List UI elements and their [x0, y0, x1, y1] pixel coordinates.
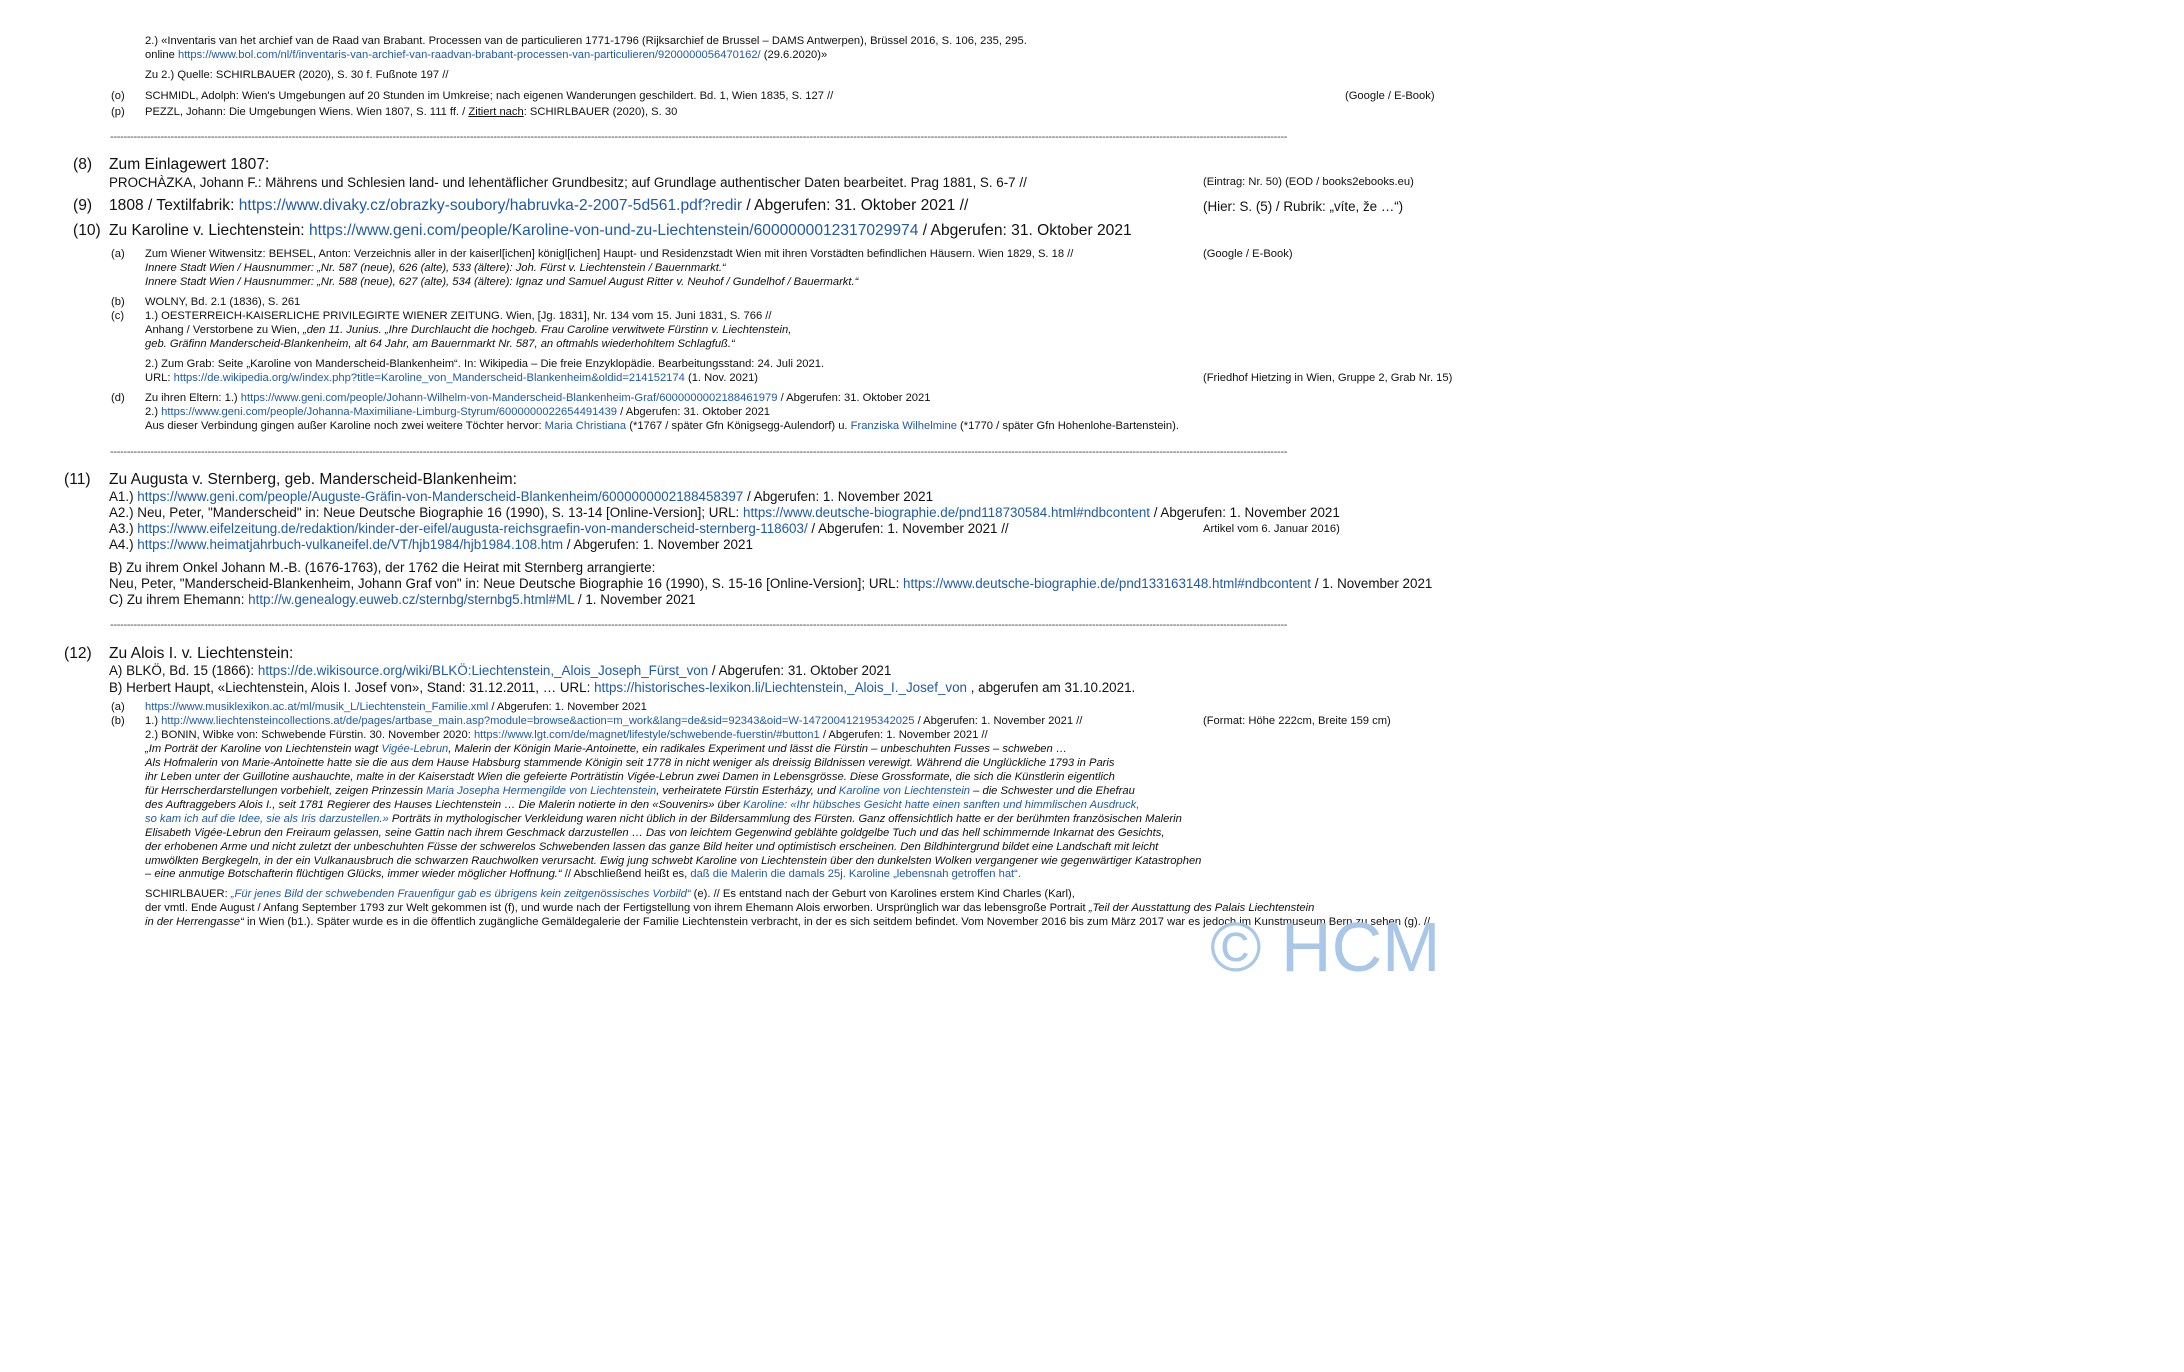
section-9-number: (9)	[73, 197, 93, 214]
s10-a-note: (Google / E-Book)	[1203, 248, 1293, 260]
quote-text: Porträts in mythologischer Verkleidung waren nicht üblich in der Bildersammlung des Fürsten. Ganz offensichtlich hatte er der berühmten französischen Malerin	[388, 813, 1182, 825]
franziska-wilhelmine-link[interactable]: Franziska Wilhelmine	[850, 420, 957, 432]
divaky-link[interactable]: https://www.divaky.cz/obrazky-soubory/habruvka-2-2007-5d561.pdf?redir	[238, 197, 743, 214]
item-1-label: 1.)	[145, 715, 162, 727]
quote-line-3: ihr Leben unter der Guillotine aushauchte, malte in der Kaiserstadt Wien die gefeierte Porträtistin Vigée-Lebrun zwei Damen in Lebensgrösse. Diese Grossformate, die sich die Künstlerin eigentlich	[145, 771, 1115, 783]
quote-text: , verheiratete Fürstin Esterházy, und	[656, 785, 839, 797]
separator: --------------------------------------------------------------------------------------------------------------------------------------------------------------------------------------------------------------------------------------------------------------------------------------------------------------------------------------------------------------	[110, 619, 1288, 631]
s10-b-mark: (b)	[111, 296, 125, 308]
a1-label: A1.)	[109, 489, 138, 504]
quote-line-1	[145, 744, 1067, 755]
s10-a-mark: (a)	[111, 248, 125, 260]
s10-c-line1: 1.) OESTERREICH-KAISERLICHE PRIVILEGIRTE WIENER ZEITUNG. Wien, [Jg. 1831], Nr. 134 vom 15. Juni 1831, S. 766 //	[145, 310, 772, 322]
lebensnah-link[interactable]: daß die Malerin die damals 25j. Karoline „lebensnah getroffen hat“.	[690, 868, 1022, 880]
section-8-text: PROCHÀZKA, Johann F.: Mährens und Schlesien land- und lehentäflicher Grundbesitz; auf Grundlage authentischer Daten bearbeitet. Prag 1881, S. 6-7 //	[109, 175, 1027, 190]
musiklexikon-link[interactable]: https://www.musiklexikon.ac.at/ml/musik_L/Liechtenstein_Familie.xml	[145, 701, 489, 713]
eifelzeitung-link[interactable]: https://www.eifelzeitung.de/redaktion/kinder-der-eifel/augusta-reichsgraefin-von-manderscheid-sternberg-118603/	[137, 521, 808, 536]
schirlbauer-ref: : SCHIRLBAUER (2020), S. 30	[523, 106, 678, 118]
s11-b2	[109, 577, 1432, 590]
s11-a4	[109, 538, 753, 551]
s12-b-note: (Format: Höhe 222cm, Breite 159 cm)	[1203, 715, 1391, 727]
source-2-online-line	[145, 50, 827, 61]
quote-line-10	[145, 869, 1021, 880]
url-label: URL:	[145, 372, 174, 384]
schirlbauer-label: SCHIRLBAUER:	[145, 888, 231, 900]
vorbild-quote-link[interactable]: „Für jenes Bild der schwebenden Frauenfigur gab es übrigens kein zeitgenössisches Vorbild“	[230, 888, 691, 900]
access-date: / Abgerufen: 1. November 2021	[488, 701, 647, 713]
s10-d-mark: (d)	[111, 392, 125, 404]
section-10-label: Zu Karoline v. Liechtenstein:	[109, 222, 309, 239]
separator: --------------------------------------------------------------------------------------------------------------------------------------------------------------------------------------------------------------------------------------------------------------------------------------------------------------------------------------------------------------	[110, 446, 1288, 458]
access-date: / Abgerufen: 1. November 2021	[743, 489, 934, 504]
s10-c-note: (Friedhof Hietzing in Wien, Gruppe 2, Grab Nr. 15)	[1203, 372, 1453, 384]
access-date: / Abgerufen: 31. Oktober 2021	[708, 663, 892, 678]
maria-josepha-link[interactable]: Maria Josepha Hermengilde von Liechtenstein	[426, 785, 657, 797]
s10-c-line5	[145, 373, 758, 384]
section-8-note: (Eintrag: Nr. 50) (EOD / books2ebooks.eu)	[1203, 176, 1414, 188]
section-11-number: (11)	[64, 471, 91, 488]
anhang-label: Anhang / Verstorbene zu Wien,	[145, 324, 303, 336]
access-date: / Abgerufen: 1. November 2021	[563, 537, 753, 552]
copyright-watermark: © HCM	[1210, 908, 1441, 986]
quote-text: , Malerin der Königin Marie-Antoinette, ein radikales Experiment und lässt die Fürstin – unbeschuhten Fusses – schweben …	[448, 743, 1068, 755]
s10-c-line4: 2.) Zum Grab: Seite „Karoline von Manderscheid-Blankenheim“. In: Wikipedia – Die freie Enzyklopädie. Bearbeitungsstand: 24. Juli 2021.	[145, 358, 825, 370]
s12-b-mark: (b)	[111, 715, 125, 727]
ndb-manderscheid-link[interactable]: https://www.deutsche-biographie.de/pnd118730584.html#ndbcontent	[743, 505, 1150, 520]
wikisource-link[interactable]: https://de.wikisource.org/wiki/BLKÖ:Liechtenstein,_Alois_Joseph_Fürst_von	[257, 663, 709, 678]
separator: --------------------------------------------------------------------------------------------------------------------------------------------------------------------------------------------------------------------------------------------------------------------------------------------------------------------------------------------------------------	[110, 131, 1288, 143]
geni-johann-link[interactable]: https://www.geni.com/people/Johann-Wilhelm-von-Manderscheid-Blankenheim-Graf/6000000002188461979	[240, 392, 778, 404]
ndb-johann-link[interactable]: https://www.deutsche-biographie.de/pnd133163148.html#ndbcontent	[903, 576, 1312, 591]
access-date: / Abgerufen: 1. November 2021 //	[914, 715, 1083, 727]
s11-a3-note: Artikel vom 6. Januar 2016)	[1203, 523, 1340, 535]
herrengasse-quote: in der Herrengasse“	[145, 916, 244, 928]
section-9-label: 1808 / Textilfabrik:	[109, 197, 239, 214]
source-2-quelle: Zu 2.) Quelle: SCHIRLBAUER (2020), S. 30 f. Fußnote 197 //	[145, 69, 449, 81]
access-date: / Abgerufen: 1. November 2021 //	[819, 729, 988, 741]
toechter-text: Aus dieser Verbindung gingen außer Karoline noch zwei weitere Töchter hervor:	[145, 420, 545, 432]
quote-text: „Im Porträt der Karoline von Liechtenstein wagt	[145, 743, 382, 755]
s11-c1	[109, 593, 696, 606]
quote-line-2: Als Hofmalerin von Marie-Antoinette hatte sie die aus dem Hause Habsburg stammende Königin seit 1778 in nicht weniger als dreissig Bildnissen verewigt. Während die Unglückliche 1793 in Paris	[145, 757, 1115, 769]
section-8-title: Zum Einlagewert 1807:	[109, 156, 270, 173]
eltern-label: Zu ihren Eltern: 1.)	[145, 392, 241, 404]
section-9-date: / Abgerufen: 31. Oktober 2021 //	[742, 197, 969, 214]
section-12-number: (12)	[64, 645, 92, 662]
bonin-citation: 2.) BONIN, Wibke von: Schwebende Fürstin. 30. November 2020:	[145, 729, 474, 741]
s10-d-line1	[145, 393, 930, 404]
a3-label: A3.)	[109, 521, 138, 536]
schirlbauer-line-2	[145, 903, 1314, 914]
access-date: / 1. November 2021	[574, 592, 696, 607]
s11-a3	[109, 522, 1009, 535]
s11-b1: B) Zu ihrem Onkel Johann M.-B. (1676-1763), der 1762 die Heirat mit Sternberg arrangierte:	[109, 560, 656, 575]
s12-B	[109, 681, 1135, 694]
lgt-link[interactable]: https://www.lgt.com/de/magnet/lifestyle/schwebende-fuerstin/#button1	[473, 729, 820, 741]
haupt-citation: B) Herbert Haupt, «Liechtenstein, Alois I. Josef von», Stand: 31.12.2011, … URL:	[109, 680, 595, 695]
quote-line-5	[145, 800, 1139, 811]
pezzl-citation: PEZZL, Johann: Die Umgebungen Wiens. Wien 1807, S. 111 ff. /	[145, 106, 469, 118]
bol-link[interactable]: https://www.bol.com/nl/f/inventaris-van-archief-van-raadvan-brabant-processen-van-particulieren/9200000056470162/	[177, 49, 761, 61]
blko-label: A) BLKÖ, Bd. 15 (1866):	[109, 663, 258, 678]
liechtenstein-collections-link[interactable]: http://www.liechtensteincollections.at/de/pages/artbase_main.asp?module=browse&action=m_work&lang=de&sid=92343&oid=W-147200412195342025	[161, 715, 915, 727]
s10-a-line2: Innere Stadt Wien / Hausnummer: „Nr. 587 (neue), 626 (alte), 533 (ältere): Joh. Fürst v. Liechtenstein / Bauernmarkt.“	[145, 262, 726, 274]
quote-line-7: Elisabeth Vigée-Lebrun den Freiraum gelassen, seine Gattin nach ihrem Geschmack darzustellen … Das von leichtem Gegenwind gebläht​e goldgelbe Tuch und das hell schimmernde Inkarnat des Gesichts,	[145, 827, 1165, 839]
s12-b-line1	[145, 716, 1082, 727]
s10-c-mark: (c)	[111, 310, 125, 322]
section-9-line	[109, 198, 968, 214]
b2-citation: Neu, Peter, "Manderscheid-Blankenheim, Johann Graf von" in: Neue Deutsche Biographie 16 (1990), S. 15-16 [Online-Version]; URL:	[109, 576, 904, 591]
schirlbauer-text: (e). // Es entstand nach der Geburt von Karolines erstem Kind Charles (Karl),	[690, 888, 1075, 900]
item-o-text: SCHMIDL, Adolph: Wien's Umgebungen auf 20 Stunden im Umkreise; nach eigenen Wanderungen geschildert. Bd. 1, Wien 1835, S. 127 //	[145, 90, 834, 102]
s12-A	[109, 664, 891, 677]
access-date: / Abgerufen: 31. Oktober 2021	[617, 406, 771, 418]
schirlbauer-text: in Wien (b1.). Später wurde es in die öffentlich zugängliche Gemäldegalerie der Familie Liechtenstein verbracht, in der es sich seitdem befindet. Vom November 2016 bis zum März 2017 war es jedoch im Kunstmuseum Bern zu sehen (g). //	[243, 916, 1431, 928]
wikipedia-link[interactable]: https://de.wikipedia.org/w/index.php?title=Karoline_von_Manderscheid-Blankenheim&oldid=214152174	[173, 372, 685, 384]
a2-citation: A2.) Neu, Peter, "Manderscheid" in: Neue Deutsche Biographie 16 (1990), S. 13-14 [Online-Version]; URL:	[109, 505, 744, 520]
section-10-number: (10)	[73, 222, 101, 239]
online-label: online	[145, 49, 178, 61]
s10-b-line: WOLNY, Bd. 2.1 (1836), S. 261	[145, 296, 301, 308]
geni-karoline-link[interactable]: https://www.geni.com/people/Karoline-von-und-zu-Liechtenstein/6000000012317029974	[308, 222, 919, 239]
access-date: / 1. November 2021	[1311, 576, 1433, 591]
item-p-text	[145, 107, 677, 118]
palais-quote: „Teil der Ausstattung des Palais Liechtenstein	[1088, 902, 1315, 914]
section-9-note: (Hier: S. (5) / Rubrik: „víte, že …“)	[1203, 199, 1404, 214]
quote-text: für Herrscherdarstellungen vorbehielt, zeigen Prinzessin	[145, 785, 427, 797]
access-date: / Abgerufen: 31. Oktober 2021	[777, 392, 931, 404]
s12-a-line	[145, 702, 647, 713]
iris-quote-link[interactable]: so kam ich auf die Idee, sie als Iris darzustellen.»	[145, 813, 389, 825]
heimatjahrbuch-link[interactable]: https://www.heimatjahrbuch-vulkaneifel.de/VT/hjb1984/hjb1984.108.htm	[137, 537, 564, 552]
section-12-title: Zu Alois I. v. Liechtenstein:	[109, 645, 294, 662]
geni-auguste-link[interactable]: https://www.geni.com/people/Auguste-Gräfin-von-Manderscheid-Blankenheim/6000000002188458397	[137, 489, 744, 504]
access-date: (29.6.2020)»	[760, 49, 828, 61]
quote-line-8: der erhobenen Arme und nicht zuletzt der unbeschuhten Füsse der schwerelos Schwebenden lassen das ganze Bild heiter und optimistisch erscheinen. Den Bildhintergrund bildet eine Landschaft mit leicht	[145, 841, 1159, 853]
schirlbauer-line-1	[145, 889, 1075, 900]
quote-line-4	[145, 786, 1135, 797]
historisches-lexikon-link[interactable]: https://historisches-lexikon.li/Liechtenstein,_Alois_I._Josef_von	[594, 680, 967, 695]
access-date: , abgerufen am 31.10.2021.	[966, 680, 1136, 695]
karoline-link[interactable]: Karoline von Liechtenstein	[838, 785, 971, 797]
quote-text: – die Schwester und die Ehefrau	[970, 785, 1135, 797]
section-11-title: Zu Augusta v. Sternberg, geb. Manderscheid-Blankenheim:	[109, 471, 517, 488]
s11-a1	[109, 490, 933, 503]
s10-a-line3: Innere Stadt Wien / Hausnummer: „Nr. 588 (neue), 627 (alte), 534 (ältere): Ignaz und Samuel August Ritter v. Neuhof / Gundelhof / Bauermarkt.“	[145, 276, 859, 288]
abschliessend-text: // Abschließend heißt es,	[561, 868, 691, 880]
item-o-mark: (o)	[111, 90, 125, 102]
genealogy-euweb-link[interactable]: http://w.genealogy.euweb.cz/sternbg/sternbg5.html#ML	[248, 592, 575, 607]
vigee-lebrun-link[interactable]: Vigée-Lebrun	[381, 743, 449, 755]
access-date: / Abgerufen: 1. November 2021	[1149, 505, 1340, 520]
access-date: (1. Nov. 2021)	[684, 372, 759, 384]
toechter-text-2: (*1767 / später Gfn Königsegg-Aulendorf) u.	[626, 420, 851, 432]
souvenirs-quote-link[interactable]: Karoline: «Ihr hübsches Gesicht hatte einen sanften und himmlischen Ausdruck,	[743, 799, 1140, 811]
schirlbauer-text: der vmtl. Ende August / Anfang September 1793 zur Welt gekommen ist (f), und wurde nach der Fertigstellung von ihrem Ehemann Alois erworben. Ursprünglich war das lebensgroße Portrait	[145, 902, 1089, 914]
geni-johanna-link[interactable]: https://www.geni.com/people/Johanna-Maximiliane-Limburg-Styrum/6000000022654491439	[161, 406, 618, 418]
s10-c-line3: geb. Gräfinn Manderscheid-Blankenheim, alt 64 Jahr, am Bauernmarkt Nr. 587, an oftmahls wiederhohltem Schlagfuß.“	[145, 338, 735, 350]
zeitung-quote: „den 11. Junius. „Ihre Durchlaucht die hochgeb. Frau Caroline verwitwete Fürstinn v. Liechtenstein,	[302, 324, 792, 336]
s10-d-line2	[145, 407, 770, 418]
section-8-number: (8)	[73, 156, 93, 173]
item-2-label: 2.)	[145, 406, 162, 418]
access-date: / Abgerufen: 1. November 2021 //	[807, 521, 1009, 536]
s11-a2	[109, 506, 1340, 519]
quote-line-6	[145, 814, 1182, 825]
toechter-text-3: (*1770 / später Gfn Hohenlohe-Bartenstein).	[956, 420, 1179, 432]
item-o-note: (Google / E-Book)	[1345, 90, 1435, 102]
quote-line-9: umwölkten Bergkegeln, in der ein Vulkanausbruch die schwarzen Rauchwolken verursacht. Ewig jung schwebt Karoline von Liechtenstein über den dunkelsten Wolken vergangener wie gegenwärtiger Katastrophen	[145, 855, 1202, 867]
source-2-line: 2.) «Inventaris van het archief van de Raad van Brabant. Processen van de particulieren 1771-1796 (Rijksarchief de Brussel – DAMS Antwerpen), Brüssel 2016, S. 106, 235, 295.	[145, 35, 1027, 47]
section-10-title	[109, 223, 1132, 239]
s10-c-line2	[145, 325, 791, 336]
item-p-mark: (p)	[111, 106, 125, 118]
section-10-date: / Abgerufen: 31. Oktober 2021	[918, 222, 1132, 239]
zitiert-nach: Zitiert nach	[468, 106, 524, 118]
maria-christiana-link[interactable]: Maria Christiana	[544, 420, 627, 432]
c-label: C) Zu ihrem Ehemann:	[109, 592, 249, 607]
quote-end: – eine anmutige Botschafterin flüchtigen Glücks, immer wieder möglicher Hoffnung.“	[145, 868, 562, 880]
s10-a-line1: Zum Wiener Witwensitz: BEHSEL, Anton: Verzeichnis aller in der kaiserl[ichen] königl[ichen] Haupt- und Residenzstadt Wien mit ihren Vorstädten befindlichen Häusern. Wien 1829, S. 18 //	[145, 248, 1074, 260]
s12-b-line2	[145, 730, 988, 741]
s10-d-line3	[145, 421, 1179, 432]
s12-a-mark: (a)	[111, 701, 125, 713]
a4-label: A4.)	[109, 537, 138, 552]
quote-text: des Auftraggebers Alois I., seit 1781 Regierer des Hauses Liechtenstein … Die Malerin notierte in den «Souvenirs» über	[145, 799, 744, 811]
